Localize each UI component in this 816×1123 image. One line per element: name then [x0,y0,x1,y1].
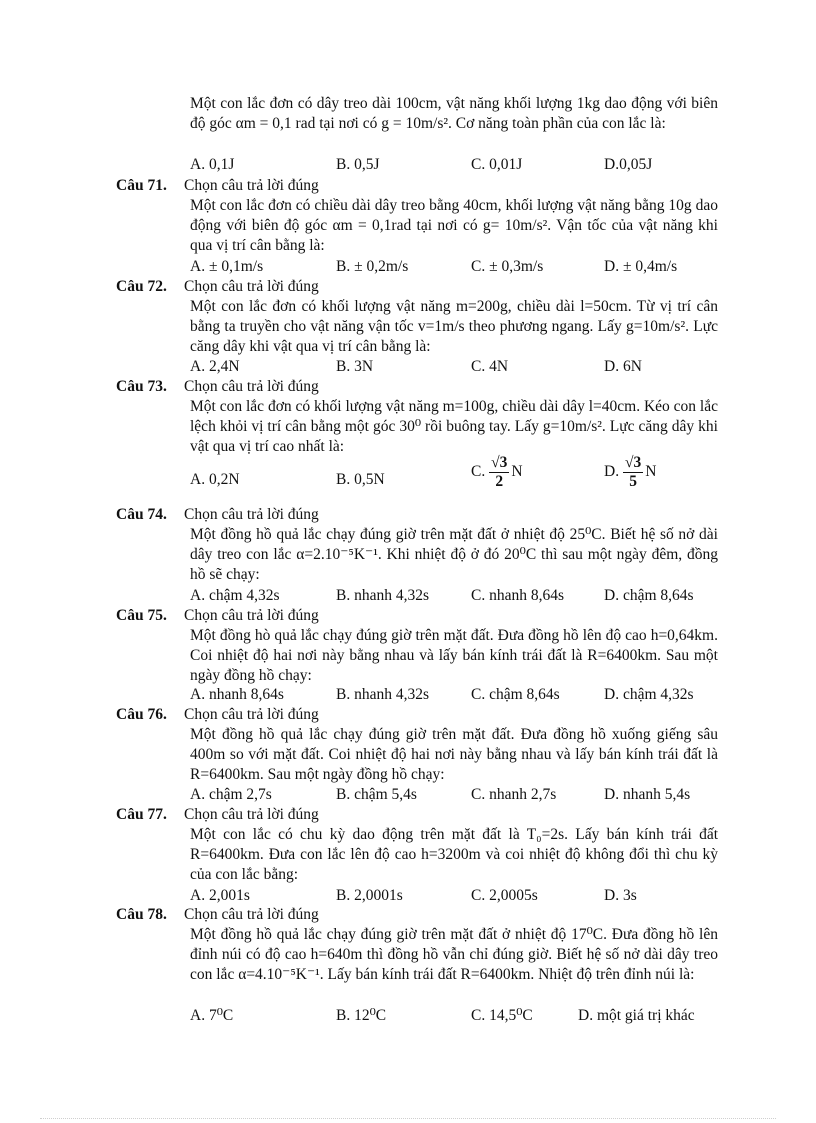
question-stem: Một đồng hò quả lắc chạy đúng giờ trên mặt đất. Đưa đồng hồ lên độ cao h=0,64km. Coi nhiệt độ hai nơi này bằng nhau và lấy bán kính trái đất là R=6400km. Sau một ngày đồng hồ chạy: [190,627,718,684]
question-number: Câu 75. [116,607,167,624]
answer-options [190,257,720,277]
option-a: A. 0,1J [190,156,235,173]
answer-options [190,685,720,705]
question-number: Câu 78. [116,906,167,923]
question-number: Câu 74. [116,506,167,523]
question-number: Câu 76. [116,706,167,723]
option-c: C. chậm 8,64s [471,686,560,703]
option-d: D. 3s [604,887,637,904]
option-b: B. 0,5J [336,156,380,173]
answer-options [190,886,720,906]
option-d [604,454,656,491]
option-d: D. ± 0,4m/s [604,258,678,275]
option-d-letter: D. [604,463,620,481]
option-b: B. nhanh 4,32s [336,587,429,604]
option-c: C. nhanh 8,64s [471,587,564,604]
option-d: D. chậm 4,32s [604,686,694,703]
page-bottom-divider [40,1118,776,1119]
fraction-c-unit: N [511,463,523,481]
question-intro: Chọn câu trả lời đúng [184,806,319,823]
question-number: Câu 71. [116,177,167,194]
option-d: D. một giá trị khác [578,1007,695,1024]
question-stem: Một con lắc đơn có khối lượng vật năng m=200g, chiều dài l=50cm. Từ vị trí cân bằng ta truyền cho vật năng vận tốc v=1m/s theo phương ngang. Lấy g=10m/s². Lực căng dây khi vật qua vị trí cân bằng là: [190,298,718,355]
question-intro: Chọn câu trả lời đúng [184,177,319,194]
question-intro: Chọn câu trả lời đúng [184,506,319,523]
fraction-d-numerator: √3 [624,454,642,471]
option-b: B. nhanh 4,32s [336,686,429,703]
answer-options [190,454,720,490]
question-number: Câu 73. [116,378,167,395]
fraction-d [623,454,643,491]
option-b: B. 2,0001s [336,887,403,904]
fraction-d-unit: N [645,463,657,481]
fraction-d-denominator: 5 [629,473,637,490]
question-stem: Một con lắc đơn có dây treo dài 100cm, vật năng khối lượng 1kg dao động với biên độ góc αm = 0,1 rad tại nơi có g = 10m/s². Cơ năng toàn phần của con lắc là: [190,95,718,132]
option-d: D.0,05J [604,156,653,173]
option-c [471,454,523,491]
fraction-c-numerator: √3 [491,454,508,471]
option-a: A. 0,2N [190,471,240,488]
option-b: B. 12⁰C [336,1007,387,1024]
option-b: B. chậm 5,4s [336,786,417,803]
fraction-c [489,454,509,491]
question-stem: Một con lắc đơn có chiều dài dây treo bằng 40cm, khối lượng vật năng bằng 10g dao động với biên độ góc αm = 0,1rad tại nơi có g= 10m/s². Vận tốc của vật năng khi qua vị trí cân bằng là: [190,197,718,254]
answer-options [190,586,720,606]
option-c: C. 4N [471,358,509,375]
question-stem: Một đồng hồ quả lắc chạy đúng giờ trên mặt đất ở nhiệt độ 17⁰C. Đưa đồng hồ lên đỉnh núi có độ cao h=640m thì đồng hồ vẫn chỉ đúng giờ. Biết hệ số nở dài dây treo con lắc α=4.10⁻⁵K⁻¹. Lấy bán kính trái đất R=6400km. Nhiệt độ trên đỉnh núi là: [190,926,718,983]
question-number: Câu 72. [116,278,167,295]
option-d: D. chậm 8,64s [604,587,694,604]
option-a: A. ± 0,1m/s [190,258,264,275]
option-c: C. 2,0005s [471,887,538,904]
fraction-c-denominator: 2 [495,473,504,490]
answer-options [190,1006,720,1026]
question-intro: Chọn câu trả lời đúng [184,906,319,923]
option-a: A. 2,001s [190,887,250,904]
option-c: C. nhanh 2,7s [471,786,557,803]
option-c-letter: C. [471,463,486,481]
option-c: C. ± 0,3m/s [471,258,544,275]
question-number: Câu 77. [116,806,167,823]
question-stem: Một đồng hồ quả lắc chạy đúng giờ trên mặt đất ở nhiệt độ 25⁰C. Biết hệ số nở dài dây treo con lắc α=2.10⁻⁵K⁻¹. Khi nhiệt độ ở đó 20⁰C thì sau một ngày đêm, đồng hồ sẽ chạy: [190,526,718,583]
question-stem: Một đồng hồ quả lắc chạy đúng giờ trên mặt đất. Đưa đồng hồ xuống giếng sâu 400m so với mặt đất. Coi nhiệt độ hai nơi này bằng nhau và lấy bán kính trái đất là R=6400km. Sau một ngày đồng hồ chạy: [190,726,718,783]
question-intro: Chọn câu trả lời đúng [184,278,319,295]
option-d: D. nhanh 5,4s [604,786,691,803]
option-b: B. 3N [336,358,374,375]
option-a: A. 7⁰C [190,1007,234,1024]
question-intro: Chọn câu trả lời đúng [184,706,319,723]
question-stem: Một con lắc đơn có khối lượng vật năng m=100g, chiều dài dây l=40cm. Kéo con lắc lệch khỏi vị trí cân bằng một góc 30⁰ rồi buông tay. Lấy g=10m/s². Lực căng dây khi vật qua vị trí cao nhất là: [190,398,718,455]
option-b: B. 0,5N [336,471,385,488]
option-d: D. 6N [604,358,642,375]
option-a: A. chậm 4,32s [190,587,280,604]
question-intro: Chọn câu trả lời đúng [184,607,319,624]
option-c: C. 0,01J [471,156,523,173]
answer-options [190,155,720,175]
option-a: A. 2,4N [190,358,240,375]
question-intro: Chọn câu trả lời đúng [184,378,319,395]
answer-options [190,357,720,377]
option-a: A. chậm 2,7s [190,786,272,803]
option-b: B. ± 0,2m/s [336,258,409,275]
option-a: A. nhanh 8,64s [190,686,284,703]
question-stem: Một con lắc có chu kỳ dao động trên mặt đất là T₀=2s. Lấy bán kính trái đất R=6400km. Đưa con lắc lên độ cao h=3200m và coi nhiệt độ không đổi thì chu kỳ của con lắc bằng: [190,826,718,883]
answer-options [190,785,720,805]
option-c: C. 14,5⁰C [471,1007,533,1024]
